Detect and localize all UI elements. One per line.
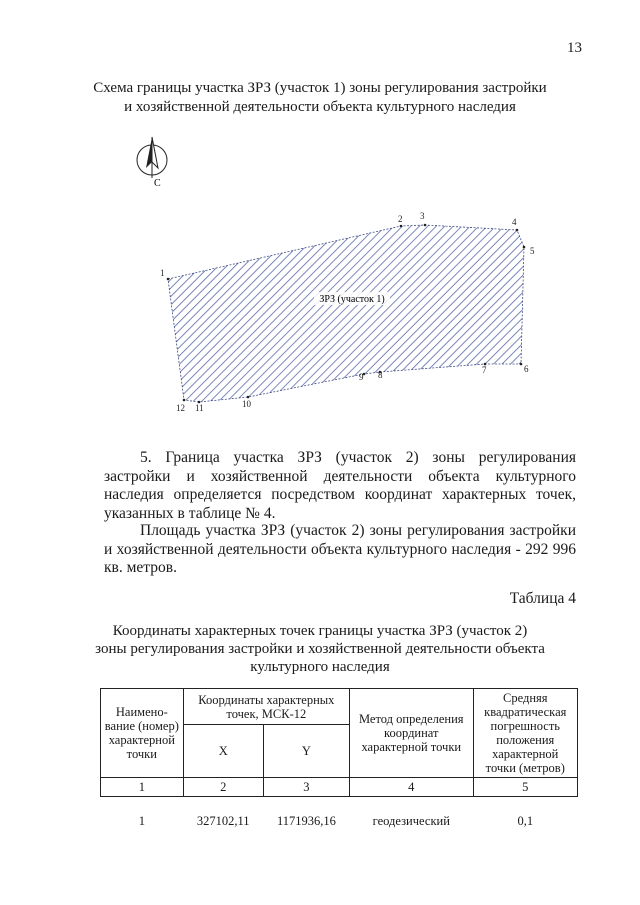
header-error: Средняя квадратическая погрешность положения характерной точки (метров) xyxy=(473,689,577,778)
point-label-10: 10 xyxy=(242,399,251,409)
point-label-9: 9 xyxy=(359,372,364,382)
column-number: 3 xyxy=(263,778,349,797)
point-label-3: 3 xyxy=(420,211,425,221)
table-title xyxy=(0,622,640,676)
column-number: 5 xyxy=(473,778,577,797)
column-number: 2 xyxy=(183,778,263,797)
cell-y: 1171936,16 xyxy=(276,814,336,828)
header-coordinates: Координаты характерных точек, МСК-12 xyxy=(183,689,349,725)
point-label-7: 7 xyxy=(482,365,487,375)
boundary-scheme xyxy=(0,0,640,440)
point-label-2: 2 xyxy=(398,214,403,224)
column-number: 4 xyxy=(350,778,474,797)
scheme-title-line1: Схема границы участка ЗРЗ (участок 1) зоны регулирования застройки xyxy=(93,80,547,96)
section5-paragraph1-rest: и хозяйственной деятельности объекта культурного наследия определяется посредством координат характерных точек, указанных в таблице № 4. xyxy=(104,467,576,522)
section5-paragraph2-first: Площадь участка ЗРЗ (участок 2) зоны регулирования застройки xyxy=(140,522,576,539)
table-row xyxy=(101,797,578,846)
table-label: Таблица 4 xyxy=(509,590,576,607)
point-label-8: 8 xyxy=(378,370,383,380)
cell-error: 0,1 xyxy=(517,814,534,828)
section5-paragraph2 xyxy=(104,522,576,578)
page-number: 13 xyxy=(567,40,582,56)
zone-polygon xyxy=(168,225,524,402)
compass-letter: С xyxy=(154,178,161,189)
column-number: 1 xyxy=(101,778,184,797)
header-point-name: Наимено-вание (номер) характерной точки xyxy=(101,689,184,778)
point-label-6: 6 xyxy=(524,364,529,374)
section5-paragraph2-rest: и хозяйственной деятельности объекта культурного наследия - 292 996 кв. метров. xyxy=(104,540,576,576)
zone-label: ЗРЗ (участок 1) xyxy=(319,294,385,305)
table-title-line1: Координаты характерных точек границы участка ЗРЗ (участок 2) xyxy=(112,623,528,639)
north-arrow-icon xyxy=(137,137,167,189)
table-title-line2: зоны регулирования застройки и хозяйственной деятельности объекта xyxy=(95,641,545,657)
table-title-line3: культурного наследия xyxy=(250,659,390,675)
section5-paragraph1-first: 5. Граница участка ЗРЗ (участок 2) зоны регулирования застройки xyxy=(104,449,576,485)
coordinates-table xyxy=(100,688,578,845)
column-number-row xyxy=(101,778,578,797)
point-label-11: 11 xyxy=(195,403,204,413)
point-label-1: 1 xyxy=(160,268,165,278)
cell-x: 327102,11 xyxy=(196,814,250,828)
header-y: Y xyxy=(263,725,349,778)
point-label-4: 4 xyxy=(512,217,517,227)
header-method: Метод определения координат характерной точки xyxy=(350,689,474,778)
point-label-5: 5 xyxy=(530,246,535,256)
point-label-12: 12 xyxy=(176,403,185,413)
cell-point: 1 xyxy=(138,814,145,828)
cell-method: геодезический xyxy=(372,814,450,828)
table-header-row xyxy=(101,689,578,725)
header-x: X xyxy=(183,725,263,778)
scheme-title-line2: и хозяйственной деятельности объекта культурного наследия xyxy=(124,99,516,115)
section5-paragraph1 xyxy=(104,449,576,523)
